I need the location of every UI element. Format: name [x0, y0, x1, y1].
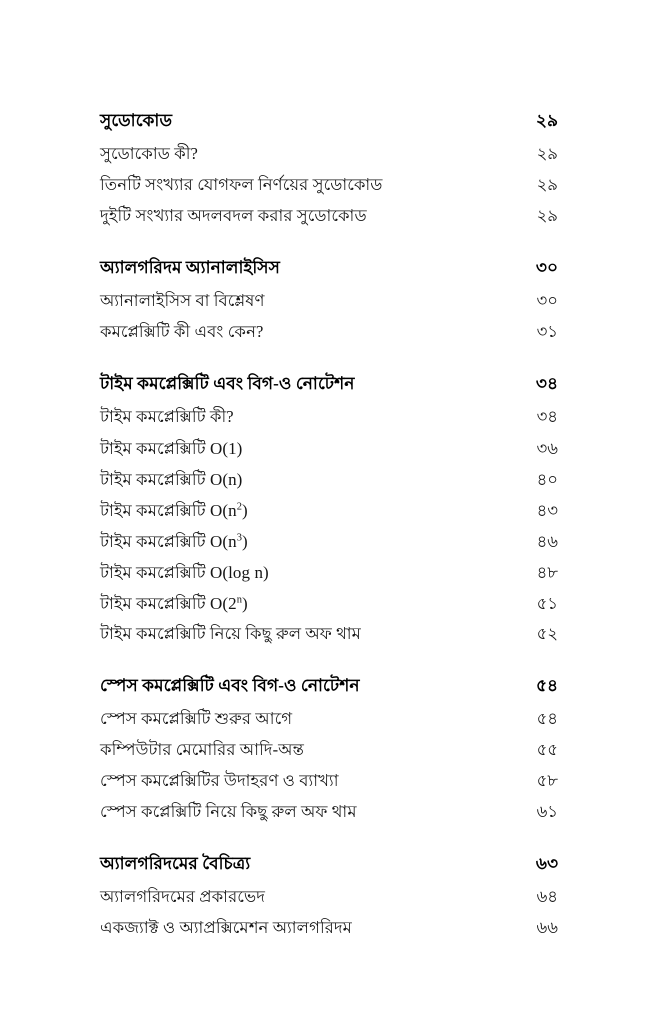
toc-entry-page-number: ৫৮: [536, 771, 558, 790]
toc-entry[interactable]: [100, 920, 558, 951]
toc-entry-title: অ্যালগরিদমের প্রকারভেদ: [100, 887, 266, 906]
toc-entry[interactable]: [100, 533, 558, 564]
big-o-notation: [210, 594, 248, 613]
big-o-exponent: 3: [236, 532, 243, 544]
toc-entry-title: কমপ্লেক্সিটি কী এবং কেন?: [100, 322, 264, 341]
toc-entry-title: টাইম কমপ্লেক্সিটি নিয়ে কিছু রুল অফ থাম: [100, 624, 361, 643]
toc-entry-page-number: ৬৬: [536, 918, 558, 937]
toc-entry-page-number: ৩৪: [535, 374, 558, 393]
toc-entry[interactable]: [100, 471, 558, 502]
toc-entry-title: সুডোকোড: [100, 111, 173, 130]
toc-entry[interactable]: [100, 804, 558, 835]
toc-entry-title-text: টাইম কমপ্লেক্সিটি: [100, 470, 210, 489]
toc-entry[interactable]: [100, 324, 558, 355]
toc-entry-title: অ্যালগরিদম অ্যানালাইসিস: [100, 258, 280, 277]
toc-section-heading[interactable]: [100, 375, 558, 409]
big-o-notation: [210, 439, 243, 458]
toc-entry-title: সুডোকোড কী?: [100, 144, 198, 163]
toc-entry-page-number: ২৯: [535, 111, 558, 130]
toc-section: [100, 375, 558, 657]
toc-entry[interactable]: [100, 409, 558, 440]
toc-section-heading[interactable]: [100, 112, 558, 146]
toc-entry-title: তিনটি সংখ্যার যোগফল নির্ণয়ের সুডোকোড: [100, 175, 383, 194]
toc-entry-title: একজ্যাক্ট ও অ্যাপ্রক্সিমেশন অ্যালগরিদম: [100, 918, 352, 937]
toc-entry-page-number: ৫১: [536, 594, 558, 613]
toc-entry-title: অ্যানালাইসিস বা বিশ্লেষণ: [100, 291, 265, 310]
big-o-tail: ): [242, 532, 248, 551]
toc-entry-page-number: ৩৬: [536, 439, 558, 458]
toc-entry-title-text: টাইম কমপ্লেক্সিটি: [100, 563, 210, 582]
toc-entry[interactable]: [100, 177, 558, 208]
big-o-tail: ): [242, 501, 248, 520]
toc-entry-title: স্পেস কমপ্লেক্সিটির উদাহরণ ও ব্যাখ্যা: [100, 771, 339, 790]
toc-entry-title-text: টাইম কমপ্লেক্সিটি: [100, 501, 210, 520]
toc-entry[interactable]: [100, 889, 558, 920]
big-o-notation: [210, 563, 269, 582]
toc-section-heading[interactable]: [100, 855, 558, 889]
toc-entry-title: কম্পিউটার মেমোরির আদি-অন্ত: [100, 740, 305, 759]
toc-entry[interactable]: [100, 626, 558, 657]
big-o-base: O(log n): [209, 563, 269, 582]
toc-entry[interactable]: [100, 208, 558, 239]
toc-entry-page-number: ৪০: [536, 470, 558, 489]
toc-entry[interactable]: [100, 440, 558, 471]
toc-entry-page-number: ৬৪: [536, 887, 558, 906]
toc-entry-title: [100, 502, 248, 520]
toc-entry[interactable]: [100, 711, 558, 742]
toc-entry-page-number: ৩১: [536, 322, 558, 341]
toc-entry-title: অ্যালগরিদমের বৈচিত্র্য: [100, 854, 251, 873]
toc-entry-title-text: টাইম কমপ্লেক্সিটি: [100, 532, 210, 551]
toc-entry[interactable]: [100, 502, 558, 533]
toc-section: [100, 677, 558, 835]
big-o-tail: ): [242, 594, 248, 613]
toc-entry-page-number: ৫৪: [536, 709, 558, 728]
toc-entry-title: স্পেস কপ্লেক্সিটি নিয়ে কিছু রুল অফ থাম: [100, 802, 357, 821]
big-o-notation: [210, 470, 243, 489]
toc-section: [100, 112, 558, 239]
toc-entry-title: টাইম কমপ্লেক্সিটি এবং বিগ-ও নোটেশন: [100, 374, 355, 393]
toc-entry-title-text: টাইম কমপ্লেক্সিটি: [100, 439, 210, 458]
toc-section-heading[interactable]: [100, 259, 558, 293]
toc-entry-title: [100, 440, 242, 458]
big-o-notation: [210, 532, 248, 551]
big-o-exponent: 2: [236, 501, 243, 513]
toc-entry-page-number: ৪৬: [536, 532, 558, 551]
toc-entry-title: টাইম কমপ্লেক্সিটি কী?: [100, 407, 234, 426]
toc-entry-page-number: ২৯: [536, 175, 558, 194]
toc-entry-page-number: ৩৪: [536, 407, 558, 426]
toc-entry-page-number: ৩০: [535, 258, 558, 277]
toc-entry[interactable]: [100, 564, 558, 595]
big-o-notation: [210, 501, 248, 520]
toc-section: [100, 259, 558, 355]
big-o-exponent: n: [236, 594, 243, 606]
toc-entry-page-number: ৬৩: [535, 854, 558, 873]
toc-entry-title: [100, 533, 248, 551]
toc-entry[interactable]: [100, 742, 558, 773]
toc-section-heading[interactable]: [100, 677, 558, 711]
toc-entry-title: [100, 471, 242, 489]
toc-entry[interactable]: [100, 773, 558, 804]
big-o-base: O(1): [209, 439, 243, 458]
big-o-base: O(n: [209, 532, 237, 551]
toc-entry-page-number: ৩০: [536, 291, 558, 310]
big-o-base: O(n): [209, 470, 243, 489]
toc-entry-page-number: ৫২: [536, 624, 558, 643]
toc-entry-title: স্পেস কমপ্লেক্সিটি শুরুর আগে: [100, 709, 293, 728]
toc-entry-page-number: ৫৪: [535, 676, 558, 695]
toc-entry-title: দুইটি সংখ্যার অদলবদল করার সুডোকোড: [100, 206, 367, 225]
big-o-base: O(2: [209, 594, 237, 613]
toc-entry-title-text: টাইম কমপ্লেক্সিটি: [100, 594, 210, 613]
toc-entry-title: স্পেস কমপ্লেক্সিটি এবং বিগ-ও নোটেশন: [100, 676, 360, 695]
toc-entry-page-number: ৪৩: [536, 501, 558, 520]
toc-section: [100, 855, 558, 951]
toc-entry[interactable]: [100, 146, 558, 177]
toc-entry-page-number: ৪৮: [536, 563, 558, 582]
big-o-base: O(n: [209, 501, 237, 520]
toc-list: [100, 112, 558, 951]
toc-entry-title: [100, 595, 248, 613]
toc-entry-page-number: ২৯: [536, 144, 558, 163]
toc-entry-title: [100, 564, 269, 582]
toc-entry[interactable]: [100, 595, 558, 626]
toc-entry-page-number: ৫৫: [536, 740, 558, 759]
toc-entry[interactable]: [100, 293, 558, 324]
toc-entry-page-number: ৬১: [536, 802, 558, 821]
toc-entry-page-number: ২৯: [536, 206, 558, 225]
